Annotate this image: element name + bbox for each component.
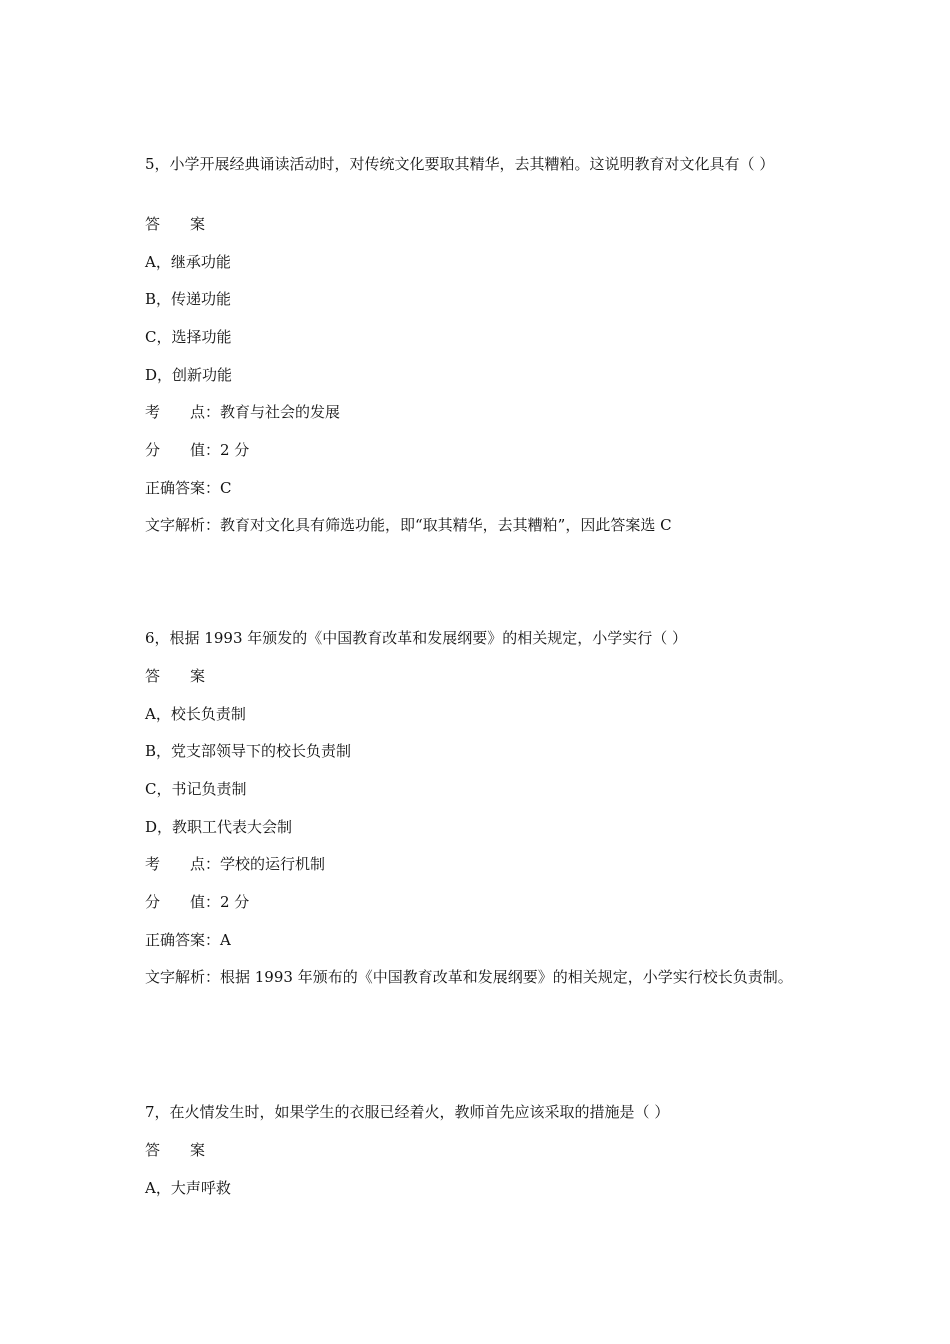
question-5-option-d: D，创新功能: [145, 366, 233, 384]
question-7-option-a: A，大声呼救: [145, 1179, 231, 1197]
question-5-correct-answer: 正确答案：C: [145, 479, 232, 497]
question-5-option-a: A，继承功能: [145, 253, 231, 271]
question-6-analysis: 文字解析：根据 1993 年颁布的《中国教育改革和发展纲要》的相关规定，小学实行校长负责制。: [145, 968, 793, 986]
question-5-fenzhi: 分 值：2 分: [145, 441, 250, 459]
question-6-option-b: B，党支部领导下的校长负责制: [145, 742, 352, 760]
question-7-stem: 7，在火情发生时，如果学生的衣服已经着火，教师首先应该采取的措施是（ ）: [145, 1103, 670, 1121]
question-6-answer-label: 答 案: [145, 667, 206, 685]
question-7-answer-label: 答 案: [145, 1141, 206, 1159]
question-5-analysis: 文字解析：教育对文化具有筛选功能，即“取其精华，去其糟粕”，因此答案选 C: [145, 516, 672, 534]
question-6-fenzhi: 分 值：2 分: [145, 893, 250, 911]
question-5-option-c: C，选择功能: [145, 328, 232, 346]
question-6-option-a: A，校长负责制: [145, 705, 246, 723]
question-5-option-b: B，传递功能: [145, 290, 232, 308]
question-6-option-c: C，书记负责制: [145, 780, 247, 798]
question-6-kaodian: 考 点：学校的运行机制: [145, 855, 326, 873]
question-5-stem: 5，小学开展经典诵读活动时，对传统文化要取其精华，去其糟粕。这说明教育对文化具有（ ）: [145, 155, 775, 173]
question-6-correct-answer: 正确答案：A: [145, 931, 231, 949]
question-6-option-d: D，教职工代表大会制: [145, 818, 293, 836]
question-6-stem: 6，根据 1993 年颁发的《中国教育改革和发展纲要》的相关规定，小学实行（ ）: [145, 629, 688, 647]
question-5-kaodian: 考 点：教育与社会的发展: [145, 403, 341, 421]
question-5-answer-label: 答 案: [145, 215, 206, 233]
